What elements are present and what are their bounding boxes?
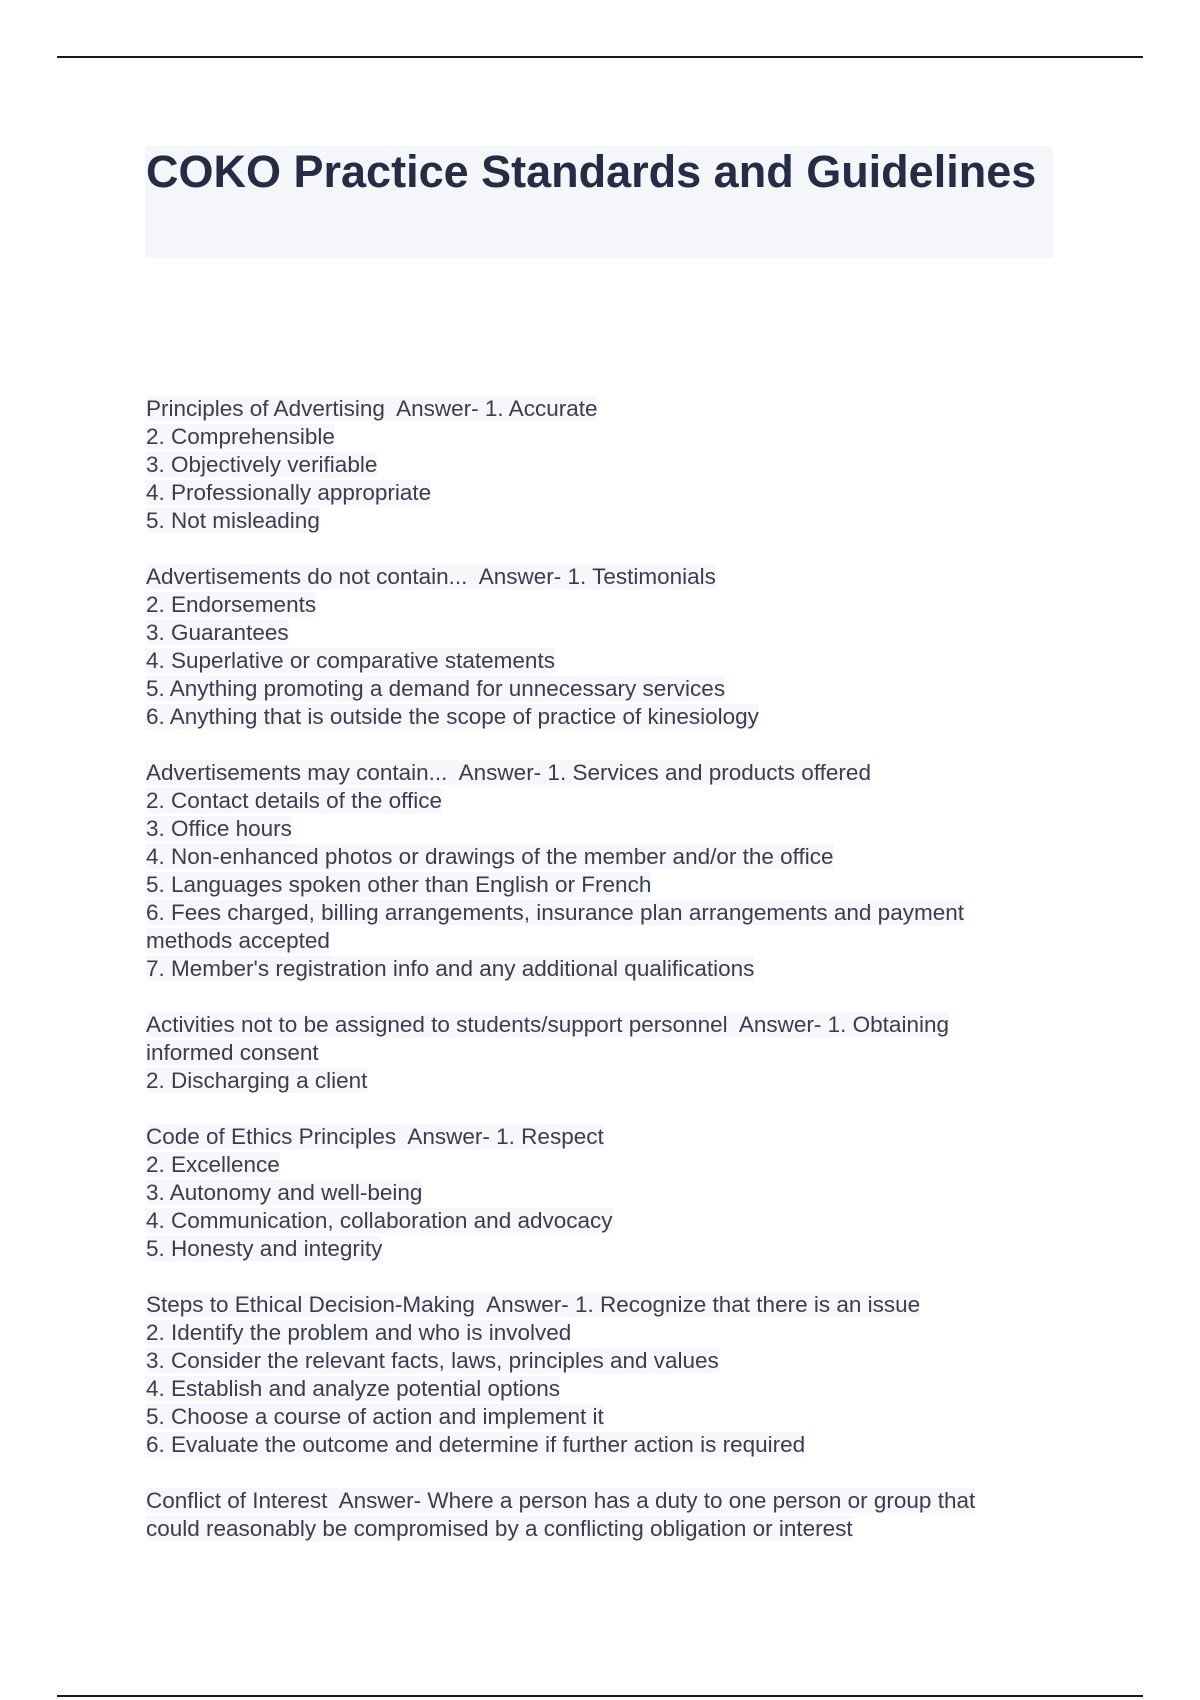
question-text: Code of Ethics Principles — [146, 1124, 397, 1149]
qa-first-line-highlight — [146, 396, 597, 421]
answer-line-text: 6. Fees charged, billing arrangements, insurance plan arrangements and payment — [146, 900, 964, 925]
answer-line — [146, 1403, 1066, 1431]
qa-first-line-highlight — [146, 1292, 920, 1317]
answer-line-text: 4. Establish and analyze potential options — [146, 1376, 561, 1401]
answer-line — [146, 787, 1066, 815]
qa-first-line — [146, 759, 1066, 787]
answer-line-text: 2. Endorsements — [146, 592, 317, 617]
qa-first-line — [146, 1291, 1066, 1319]
answer-line — [146, 423, 1066, 451]
answer-line-text: 2. Excellence — [146, 1152, 280, 1177]
question-text: Advertisements may contain... — [146, 760, 448, 785]
qa-first-line — [146, 563, 1066, 591]
answer-line — [146, 675, 1066, 703]
answer-line — [146, 619, 1066, 647]
answer-line-text: 5. Honesty and integrity — [146, 1236, 383, 1261]
answer-text: Answer- 1. Obtaining — [738, 1012, 949, 1037]
answer-line — [146, 1039, 1066, 1067]
answer-line-text: 5. Choose a course of action and implement it — [146, 1404, 604, 1429]
answer-line — [146, 815, 1066, 843]
answer-line-text: 5. Not misleading — [146, 508, 320, 533]
question-answer-separator — [447, 760, 458, 785]
answer-line — [146, 1151, 1066, 1179]
answer-text: Answer- 1. Recognize that there is an issue — [486, 1292, 921, 1317]
answer-line — [146, 1207, 1066, 1235]
answer-line-text: methods accepted — [146, 928, 330, 953]
qa-item — [146, 1123, 1066, 1263]
answer-text: Answer- 1. Testimonials — [478, 564, 716, 589]
qa-list — [146, 395, 1066, 1571]
qa-first-line-highlight — [146, 760, 871, 785]
answer-line-text: 4. Communication, collaboration and advocacy — [146, 1208, 613, 1233]
answer-line-text: 3. Autonomy and well-being — [146, 1180, 423, 1205]
answer-line-text: 2. Comprehensible — [146, 424, 335, 449]
answer-line-text: 7. Member's registration info and any additional qualifications — [146, 956, 755, 981]
qa-first-line — [146, 1011, 1066, 1039]
answer-text: Answer- Where a person has a duty to one person or group that — [338, 1488, 976, 1513]
qa-item — [146, 1011, 1066, 1095]
answer-line-text: 4. Professionally appropriate — [146, 480, 432, 505]
qa-first-line — [146, 1123, 1066, 1151]
question-text: Steps to Ethical Decision-Making — [146, 1292, 475, 1317]
qa-first-line-highlight — [146, 564, 716, 589]
answer-line-text: 3. Consider the relevant facts, laws, principles and values — [146, 1348, 719, 1373]
answer-text: Answer- 1. Services and products offered — [458, 760, 871, 785]
answer-line — [146, 843, 1066, 871]
answer-line-text: 4. Non-enhanced photos or drawings of the member and/or the office — [146, 844, 834, 869]
question-answer-separator — [467, 564, 478, 589]
question-answer-separator — [327, 1488, 338, 1513]
answer-line-text: 2. Contact details of the office — [146, 788, 443, 813]
qa-item — [146, 563, 1066, 731]
question-answer-separator — [396, 1124, 407, 1149]
answer-line — [146, 899, 1066, 927]
answer-line — [146, 479, 1066, 507]
answer-line — [146, 955, 1066, 983]
answer-line — [146, 1375, 1066, 1403]
answer-line-text: 3. Office hours — [146, 816, 292, 841]
qa-first-line-highlight — [146, 1124, 604, 1149]
answer-line-text: informed consent — [146, 1040, 319, 1065]
question-text: Principles of Advertising — [146, 396, 385, 421]
qa-item — [146, 1291, 1066, 1459]
answer-text: Answer- 1. Accurate — [396, 396, 598, 421]
question-text: Activities not to be assigned to students/support personnel — [146, 1012, 728, 1037]
answer-line — [146, 1431, 1066, 1459]
bottom-rule — [57, 1695, 1143, 1697]
answer-line-text: 3. Objectively verifiable — [146, 452, 378, 477]
answer-line — [146, 1179, 1066, 1207]
answer-line — [146, 1319, 1066, 1347]
answer-line-text: 5. Anything promoting a demand for unnecessary services — [146, 676, 726, 701]
qa-first-line-highlight — [146, 1488, 975, 1513]
answer-line-text: 4. Superlative or comparative statements — [146, 648, 555, 673]
qa-item — [146, 1487, 1066, 1543]
answer-line — [146, 591, 1066, 619]
qa-first-line — [146, 1487, 1066, 1515]
top-rule — [57, 56, 1143, 58]
answer-line-text: 3. Guarantees — [146, 620, 289, 645]
answer-line — [146, 703, 1066, 731]
answer-line — [146, 1347, 1066, 1375]
answer-line — [146, 507, 1066, 535]
answer-text: Answer- 1. Respect — [407, 1124, 604, 1149]
answer-line — [146, 451, 1066, 479]
answer-line-text: 6. Anything that is outside the scope of practice of kinesiology — [146, 704, 759, 729]
answer-line-text: 6. Evaluate the outcome and determine if further action is required — [146, 1432, 806, 1457]
answer-line — [146, 647, 1066, 675]
qa-item — [146, 759, 1066, 983]
page-title: COKO Practice Standards and Guidelines — [146, 146, 1037, 197]
answer-line-text: could reasonably be compromised by a conflicting obligation or interest — [146, 1516, 853, 1541]
answer-line — [146, 1235, 1066, 1263]
question-text: Conflict of Interest — [146, 1488, 328, 1513]
answer-line — [146, 1515, 1066, 1543]
question-text: Advertisements do not contain... — [146, 564, 468, 589]
qa-first-line — [146, 395, 1066, 423]
qa-item — [146, 395, 1066, 535]
answer-line-text: 2. Identify the problem and who is involved — [146, 1320, 572, 1345]
question-answer-separator — [385, 396, 396, 421]
answer-line-text: 5. Languages spoken other than English or French — [146, 872, 652, 897]
answer-line — [146, 927, 1066, 955]
qa-first-line-highlight — [146, 1012, 949, 1037]
question-answer-separator — [475, 1292, 486, 1317]
answer-line-text: 2. Discharging a client — [146, 1068, 368, 1093]
answer-line — [146, 871, 1066, 899]
question-answer-separator — [728, 1012, 739, 1037]
answer-line — [146, 1067, 1066, 1095]
